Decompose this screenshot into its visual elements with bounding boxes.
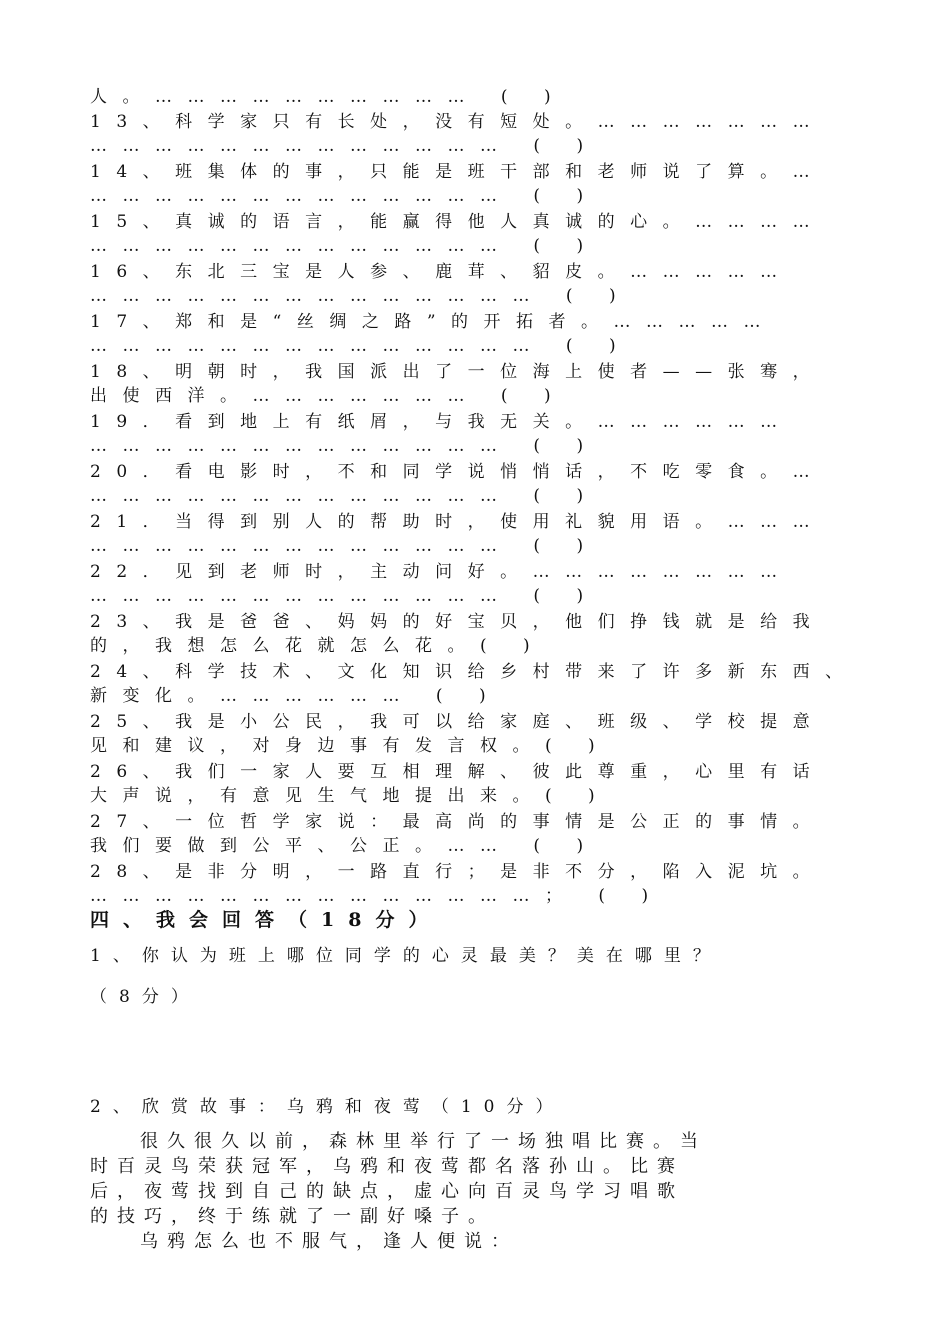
statement-15-line-1: 15、真诚的语言，能赢得他人真诚的心。………… <box>90 212 826 232</box>
statement-20-line-1: 20．看电影时，不和同学说悄悄话，不吃零食。… <box>90 462 826 482</box>
statement-27-line-1: 27、一位哲学家说：最高尚的事情是公正的事情。 <box>90 812 826 832</box>
story-paragraph-line-3: 后，夜莺找到自己的缺点，虚心向百灵鸟学习唱歌 <box>90 1181 684 1202</box>
statement-20-line-2: ………………………………… ( ) <box>90 486 599 506</box>
statement-26-line-2: 大声说，有意见生气地提出来。( ) <box>90 786 611 806</box>
statement-21-line-2: ………………………………… ( ) <box>90 536 599 556</box>
statement-17-line-1: 17、郑和是“丝绸之路”的开拓者。…………… <box>90 312 777 332</box>
statement-28-line-2: ……………………………………； ( ) <box>90 886 664 906</box>
statement-24-line-2: 新变化。……………… ( ) <box>90 686 502 706</box>
statement-25-line-1: 25、我是小公民，我可以给家庭、班级、学校提意 <box>90 712 826 732</box>
statement-24-line-1: 24、科学技术、文化知识给乡村带来了许多新东西、 <box>90 662 858 682</box>
statement-23-line-2: 的，我想怎么花就怎么花。( ) <box>90 636 546 656</box>
statement-28-line-1: 28、是非分明，一路直行；是非不分，陷入泥坑。 <box>90 862 826 882</box>
story-paragraph-line-5: 乌鸦怎么也不服气，逢人便说： <box>140 1231 518 1252</box>
statement-13-line-2: ………………………………… ( ) <box>90 136 599 156</box>
question-2-text: 2、欣赏故事：乌鸦和夜莺（10分） <box>90 1097 565 1117</box>
statement-14-line-1: 14、班集体的事，只能是班干部和老师说了算。… <box>90 162 826 182</box>
statement-19-line-2: ………………………………… ( ) <box>90 436 599 456</box>
statement-26-line-1: 26、我们一家人要互相理解、彼此尊重，心里有话 <box>90 762 826 782</box>
statement-18-line-1: 18、明朝时，我国派出了一位海上使者——张骞， <box>90 362 826 382</box>
story-paragraph-line-4: 的技巧，终于练就了一副好嗓子。 <box>90 1206 495 1227</box>
statement-23-line-1: 23、我是爸爸、妈妈的好宝贝，他们挣钱就是给我 <box>90 612 826 632</box>
statement-27-line-2: 我们要做到公平、公正。…… ( ) <box>90 836 599 856</box>
question-1-text: 1、你认为班上哪位同学的心灵最美？美在哪里？ <box>90 946 722 966</box>
statement-17-line-2: …………………………………… ( ) <box>90 336 632 356</box>
statement-13-line-1: 13、科学家只有长处，没有短处。………………… <box>90 112 826 132</box>
statement-18-line-2: 出使西洋。………………… ( ) <box>90 386 567 406</box>
statement-22-line-1: 22．见到老师时，主动问好。…………………… <box>90 562 793 582</box>
statement-16-line-2: …………………………………… ( ) <box>90 286 632 306</box>
statement-15-line-2: ………………………………… ( ) <box>90 236 599 256</box>
story-paragraph-line-2: 时百灵鸟荣获冠军，乌鸦和夜莺都名落孙山。比赛 <box>90 1156 684 1177</box>
statement-22-line-2: ………………………………… ( ) <box>90 586 599 606</box>
story-paragraph-line-1: 很久很久以前，森林里举行了一场独唱比赛。当 <box>140 1131 707 1152</box>
question-1-score: （8分） <box>90 987 200 1007</box>
statement-16-line-1: 16、东北三宝是人参、鹿茸、貂皮。…………… <box>90 262 793 282</box>
section-4-heading: 四、我会回答（18分） <box>90 909 442 931</box>
statement-19-line-1: 19．看到地上有纸屑，与我无关。……………… <box>90 412 793 432</box>
statement-21-line-1: 21．当得到别人的帮助时，使用礼貌用语。……… <box>90 512 826 532</box>
statement-12-line-2: 人。………………………… ( ) <box>90 87 567 107</box>
statement-25-line-2: 见和建议，对身边事有发言权。( ) <box>90 736 611 756</box>
statement-14-line-2: ………………………………… ( ) <box>90 186 599 206</box>
